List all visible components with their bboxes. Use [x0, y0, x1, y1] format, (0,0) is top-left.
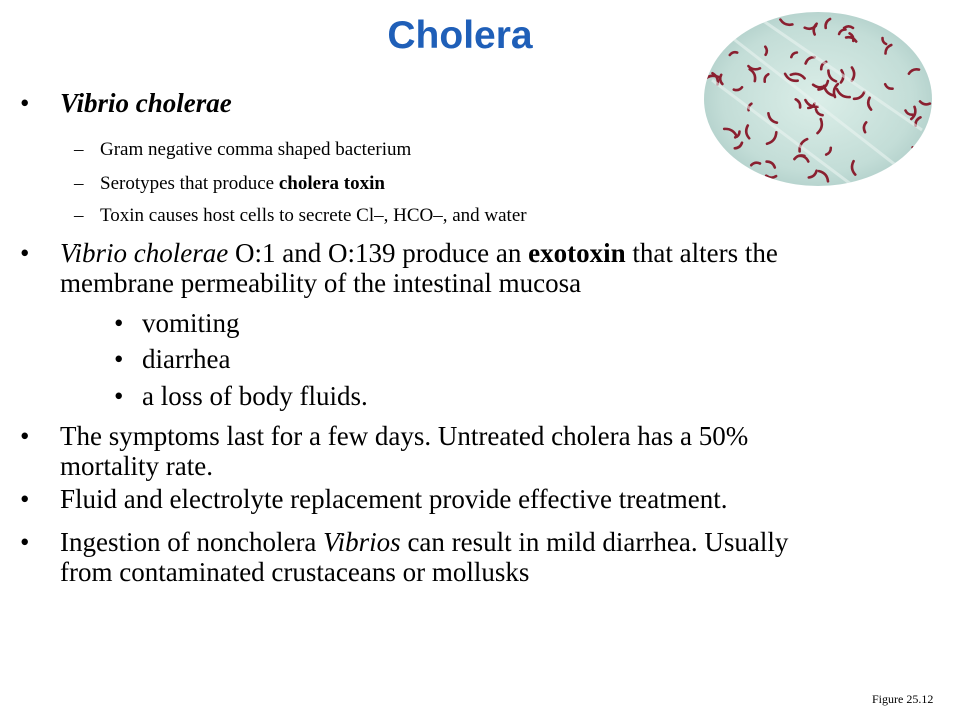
slide-title: Cholera: [387, 14, 533, 57]
vibrio-bacterium: [893, 174, 904, 184]
vibrio-bacterium: [746, 18, 760, 24]
symptom-item: • vomiting: [114, 308, 240, 338]
symptom-item: • a loss of body fluids.: [114, 381, 368, 411]
sub-bullet-serotypes: – Serotypes that produce cholera toxin: [74, 173, 385, 194]
vibrio-bacterium: [709, 29, 713, 41]
sub-bullet-toxin-effect: – Toxin causes host cells to secrete Cl–, HCO–, and water: [74, 205, 527, 226]
bullet-dot: •: [20, 527, 30, 557]
vibrio-bacterium: [844, 26, 853, 28]
sub-bullet-gram-negative: – Gram negative comma shaped bacterium: [74, 139, 412, 160]
bullet-dot: •: [20, 238, 30, 268]
vibrio-bacterium: [744, 21, 750, 25]
bullet-dot: •: [20, 88, 30, 118]
vibrio-bacterium: [737, 180, 745, 183]
vibrio-bacterium: [913, 147, 915, 159]
symptom-item: • diarrhea: [114, 344, 231, 374]
bacteria-micrograph-image: [702, 10, 934, 188]
vibrio-bacterium: [724, 163, 731, 167]
figure-label: Figure 25.12: [872, 692, 934, 706]
bullet-dot: •: [20, 421, 30, 451]
bullet-dot: •: [20, 484, 30, 514]
